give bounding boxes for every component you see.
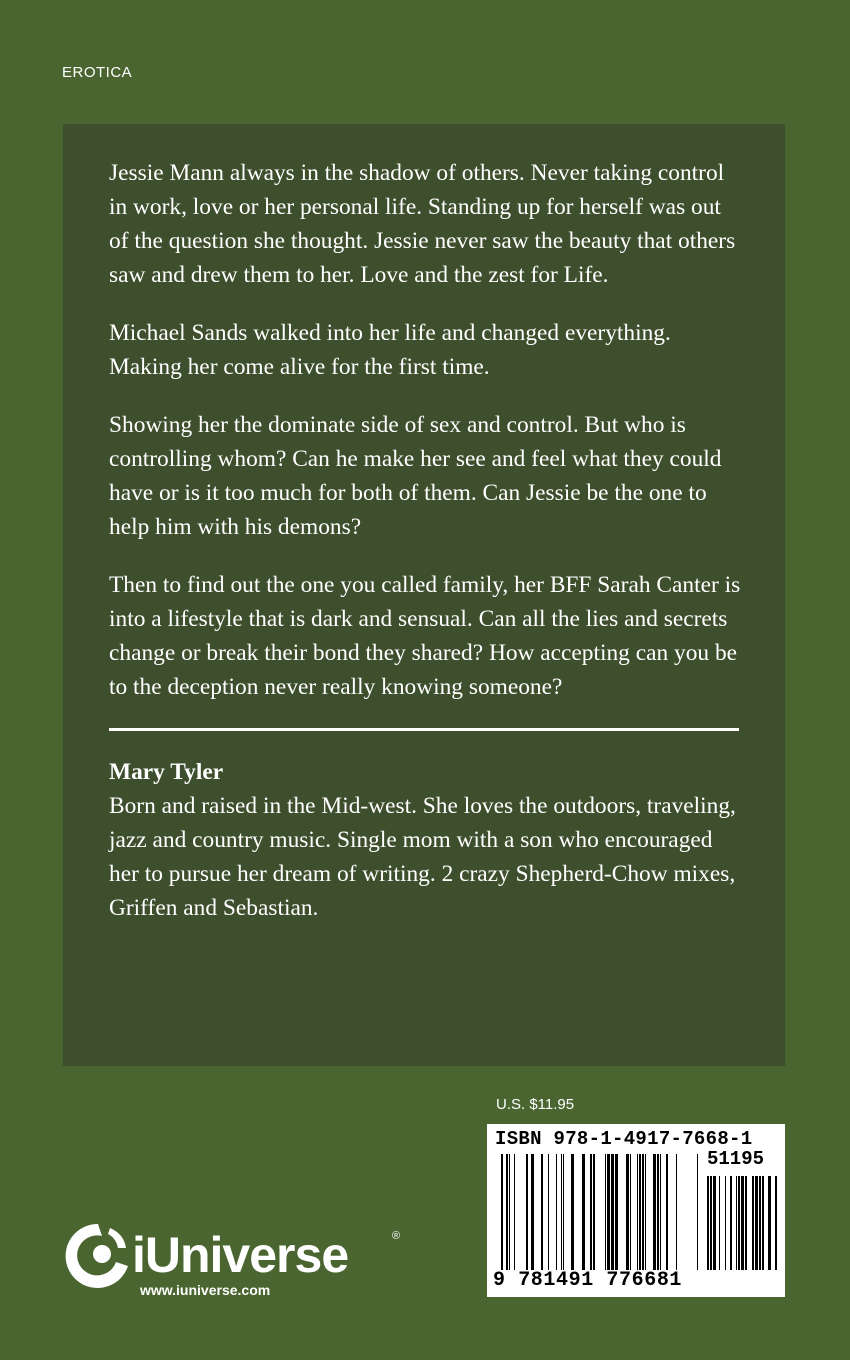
blurb-paragraph: Then to find out the one you called family, her BFF Sarah Canter is into a lifestyle that is dark and sensual. Can all the lies and secrets change or break their bond they shared? How accepting can you be to the deception never really knowing someone?	[109, 572, 741, 700]
ean-digits: 9 781491 776681	[493, 1269, 683, 1292]
section-divider	[109, 728, 739, 731]
isbn-barcode	[487, 1124, 785, 1297]
iuniverse-swirl-icon	[62, 1220, 134, 1292]
author-bio: Born and raised in the Mid-west. She loves the outdoors, traveling, jazz and country music. Single mom with a son who encouraged her to pursue her dream of writing. 2 crazy Shepherd-Chow mixes, Griffen and Sebastian.	[109, 793, 736, 921]
book-blurb	[109, 156, 741, 704]
blurb-paragraph: Showing her the dominate side of sex and control. But who is controlling whom? Can he make her see and feel what they could have or is it too much for both of them. Can Jessie be the one to help him with his demons?	[109, 412, 722, 540]
genre-label: EROTICA	[62, 64, 133, 81]
isbn-number: ISBN 978-1-4917-7668-1	[495, 1128, 753, 1150]
blurb-paragraph: Jessie Mann always in the shadow of others. Never taking control in work, love or her personal life. Standing up for herself was out of the question she thought. Jessie never saw the beauty that others saw and drew them to her. Love and the zest for Life.	[109, 160, 736, 288]
back-cover-panel	[63, 124, 785, 1066]
publisher-url: www.iuniverse.com	[140, 1282, 271, 1298]
barcode-price-code: 51195	[707, 1148, 765, 1170]
price-label: U.S. $11.95	[496, 1096, 575, 1113]
author-name: Mary Tyler	[109, 759, 224, 785]
publisher-name: iUniverse	[132, 1227, 349, 1283]
registered-mark: ®	[392, 1230, 401, 1242]
blurb-paragraph: Michael Sands walked into her life and changed everything. Making her come alive for the first time.	[109, 320, 671, 380]
publisher-logo	[62, 1214, 412, 1304]
